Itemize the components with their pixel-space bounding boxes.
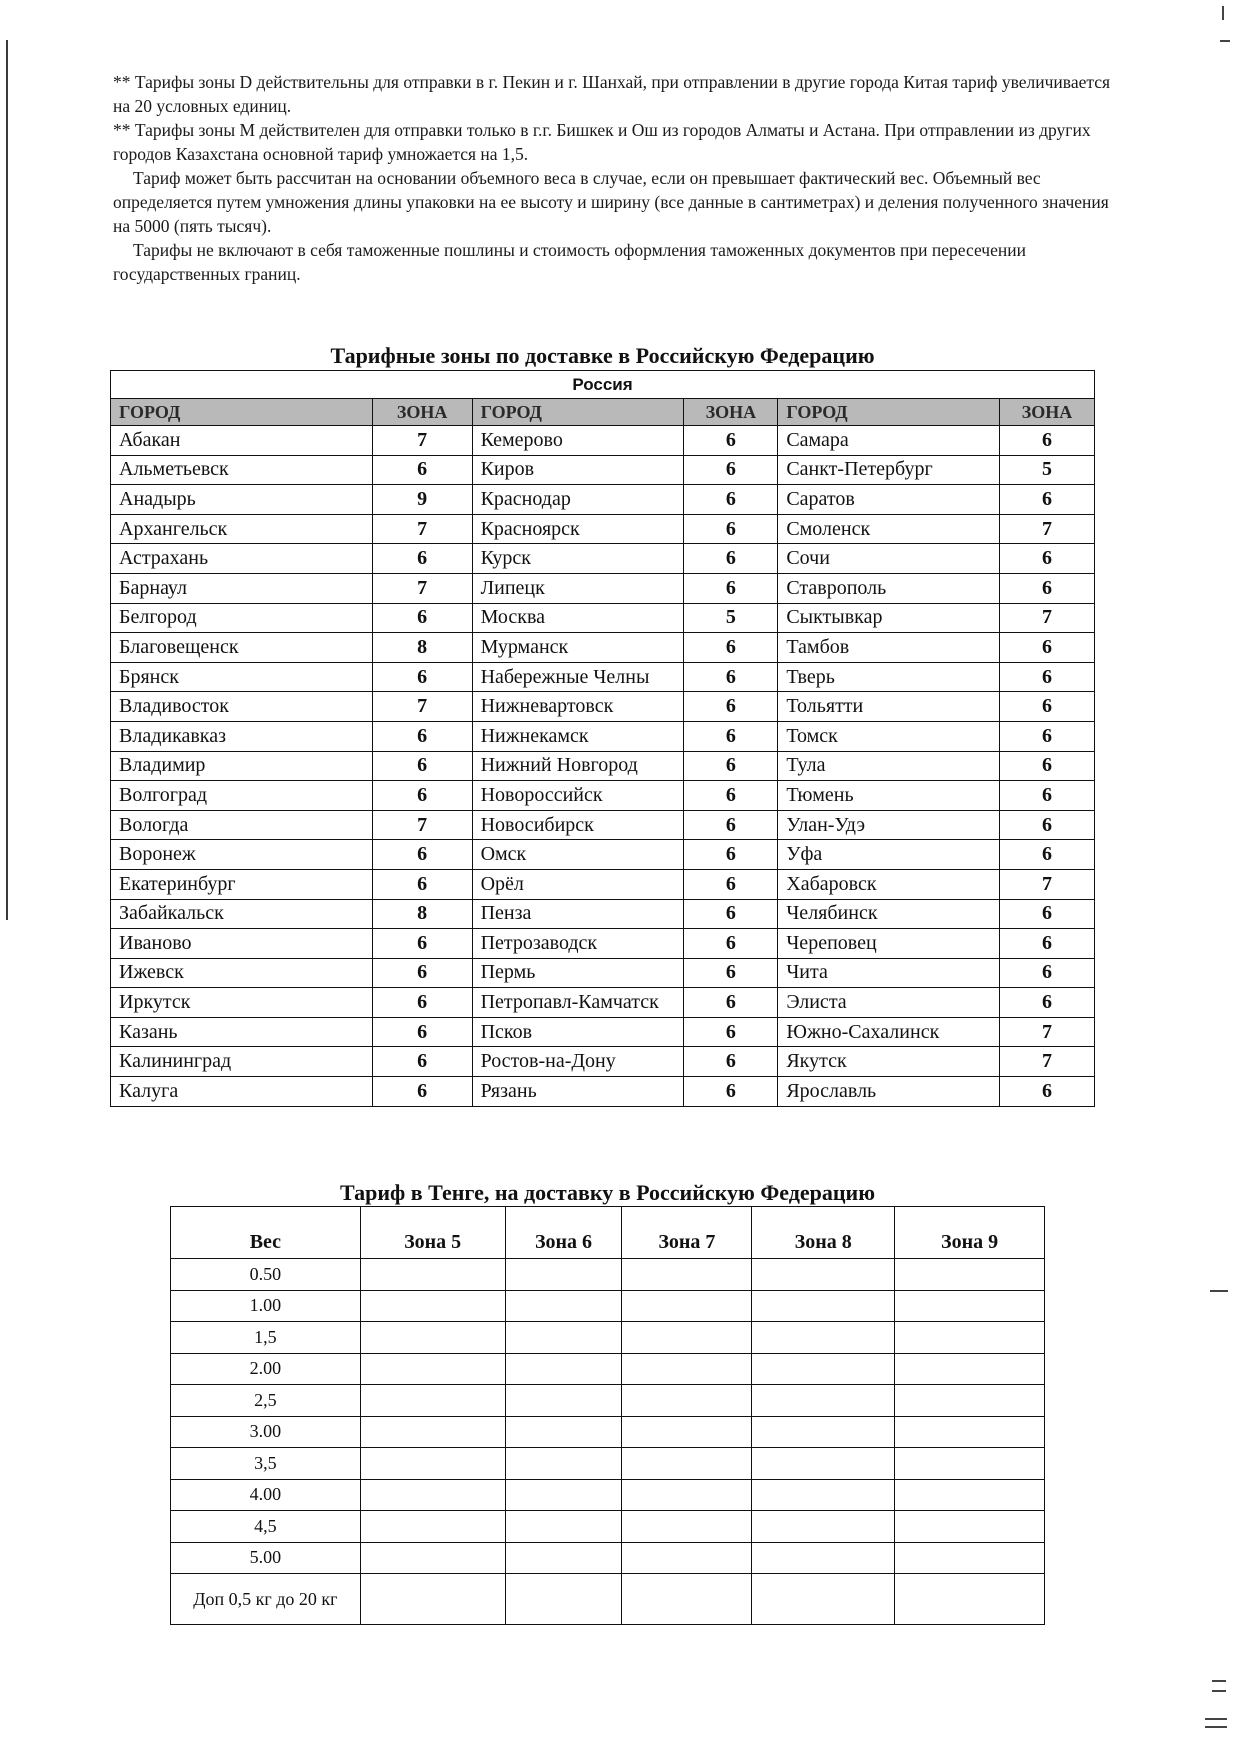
city-cell: Санкт-Петербург — [778, 455, 1000, 485]
table-row — [111, 929, 1095, 959]
table-row — [171, 1322, 1045, 1354]
city-cell: Волгоград — [111, 781, 373, 811]
weight-cell: 3,5 — [171, 1448, 361, 1480]
price-cell — [895, 1574, 1045, 1625]
city-cell: Казань — [111, 1017, 373, 1047]
table-row — [111, 869, 1095, 899]
city-cell: Красноярск — [472, 514, 684, 544]
zone-cell: 6 — [1000, 1077, 1095, 1107]
city-cell: Челябинск — [778, 899, 1000, 929]
weight-cell: 3.00 — [171, 1416, 361, 1448]
table-row — [171, 1385, 1045, 1417]
price-cell — [622, 1353, 752, 1385]
price-cell — [622, 1322, 752, 1354]
note-zone-m: ** Тарифы зоны M действителен для отправки только в г.г. Бишкек и Ош из городов Алматы и Астана. При отправлении из других городов Казахстана основной тариф умножается на 1,5. — [113, 120, 1091, 164]
weight-cell: 1.00 — [171, 1290, 361, 1322]
zone-cell: 6 — [684, 1077, 778, 1107]
zone-cell: 7 — [1000, 1047, 1095, 1077]
zone-cell: 6 — [1000, 485, 1095, 515]
zone-cell: 6 — [1000, 573, 1095, 603]
zone-cell: 7 — [1000, 603, 1095, 633]
table-row — [111, 514, 1095, 544]
zone-header: Зона 9 — [895, 1207, 1045, 1259]
weight-cell: 4.00 — [171, 1479, 361, 1511]
price-cell — [505, 1511, 622, 1543]
city-cell: Элиста — [778, 988, 1000, 1018]
zone-cell: 6 — [1000, 810, 1095, 840]
zone-cell: 8 — [372, 899, 472, 929]
zone-cell: 6 — [372, 869, 472, 899]
table-row — [111, 633, 1095, 663]
zone-cell: 6 — [684, 692, 778, 722]
city-cell: Кемерово — [472, 426, 684, 456]
price-cell — [505, 1574, 622, 1625]
city-cell: Пенза — [472, 899, 684, 929]
table-row — [171, 1259, 1045, 1291]
price-cell — [360, 1322, 505, 1354]
city-cell: Мурманск — [472, 633, 684, 663]
zone-cell: 6 — [684, 869, 778, 899]
table-row — [111, 899, 1095, 929]
city-cell: Новосибирск — [472, 810, 684, 840]
zone-cell: 6 — [684, 633, 778, 663]
col-city-header: ГОРОД — [111, 399, 373, 426]
city-cell: Абакан — [111, 426, 373, 456]
price-cell — [622, 1479, 752, 1511]
table-row — [111, 603, 1095, 633]
zone-cell: 6 — [684, 662, 778, 692]
weight-cell: 5.00 — [171, 1542, 361, 1574]
zone-cell: 6 — [684, 485, 778, 515]
tariff-table-title: Тариф в Тенге, на доставку в Российскую Федерацию — [339, 1180, 876, 1205]
zone-cell: 6 — [372, 1077, 472, 1107]
table-row — [171, 1448, 1045, 1480]
table-row — [111, 455, 1095, 485]
price-cell — [360, 1290, 505, 1322]
weight-header: Вес — [171, 1207, 361, 1259]
zone-cell: 6 — [372, 1017, 472, 1047]
table-row — [171, 1511, 1045, 1543]
city-cell: Томск — [778, 721, 1000, 751]
city-cell: Набережные Челны — [472, 662, 684, 692]
city-cell: Нижневартовск — [472, 692, 684, 722]
weight-cell: 0.50 — [171, 1259, 361, 1291]
tariff-notes — [113, 70, 1123, 286]
city-cell: Орёл — [472, 869, 684, 899]
price-cell — [505, 1416, 622, 1448]
city-cell: Анадырь — [111, 485, 373, 515]
city-cell: Киров — [472, 455, 684, 485]
zone-cell: 6 — [684, 751, 778, 781]
zones-table-title: Тарифные зоны по доставке в Российскую Федерацию — [330, 343, 875, 368]
price-cell — [622, 1259, 752, 1291]
price-cell — [360, 1259, 505, 1291]
city-cell: Иркутск — [111, 988, 373, 1018]
table-row — [111, 958, 1095, 988]
city-cell: Барнаул — [111, 573, 373, 603]
zone-cell: 6 — [684, 455, 778, 485]
zone-cell: 6 — [684, 426, 778, 456]
scan-edge-line — [6, 40, 8, 920]
city-cell: Альметьевск — [111, 455, 373, 485]
price-cell — [622, 1511, 752, 1543]
zone-cell: 6 — [372, 1047, 472, 1077]
price-cell — [895, 1353, 1045, 1385]
city-cell: Смоленск — [778, 514, 1000, 544]
zone-cell: 6 — [684, 899, 778, 929]
city-cell: Череповец — [778, 929, 1000, 959]
zone-cell: 6 — [372, 751, 472, 781]
city-cell: Хабаровск — [778, 869, 1000, 899]
price-cell — [360, 1385, 505, 1417]
zone-cell: 7 — [372, 692, 472, 722]
zone-cell: 6 — [684, 958, 778, 988]
city-cell: Владимир — [111, 751, 373, 781]
city-cell: Сочи — [778, 544, 1000, 574]
zone-cell: 6 — [372, 455, 472, 485]
price-cell — [622, 1416, 752, 1448]
table-row — [111, 662, 1095, 692]
zone-cell: 6 — [372, 544, 472, 574]
zone-cell: 6 — [1000, 958, 1095, 988]
price-cell — [505, 1259, 622, 1291]
zone-cell: 6 — [1000, 692, 1095, 722]
zone-cell: 7 — [372, 514, 472, 544]
city-cell: Улан-Удэ — [778, 810, 1000, 840]
price-cell — [752, 1542, 895, 1574]
city-cell: Владикавказ — [111, 721, 373, 751]
zone-cell: 6 — [372, 988, 472, 1018]
city-cell: Ижевск — [111, 958, 373, 988]
zone-cell: 6 — [1000, 988, 1095, 1018]
price-cell — [505, 1448, 622, 1480]
table-row — [111, 692, 1095, 722]
city-cell: Нижнекамск — [472, 721, 684, 751]
note-zone-d: ** Тарифы зоны D действительны для отправки в г. Пекин и г. Шанхай, при отправлении в другие города Китая тариф увеличивается на 20 условных единиц. — [113, 72, 1111, 116]
city-cell: Уфа — [778, 840, 1000, 870]
price-cell — [895, 1511, 1045, 1543]
col-zone-header: ЗОНА — [684, 399, 778, 426]
note-customs: Тарифы не включают в себя таможенные пошлины и стоимость оформления таможенных документов при пересечении государственных границ. — [113, 240, 1026, 284]
zone-cell: 7 — [372, 810, 472, 840]
price-cell — [360, 1448, 505, 1480]
zone-cell: 7 — [372, 426, 472, 456]
price-cell — [752, 1353, 895, 1385]
price-cell — [895, 1259, 1045, 1291]
zone-cell: 6 — [684, 929, 778, 959]
city-cell: Воронеж — [111, 840, 373, 870]
table-row — [111, 721, 1095, 751]
price-cell — [622, 1385, 752, 1417]
table-row — [111, 1017, 1095, 1047]
city-cell: Рязань — [472, 1077, 684, 1107]
price-cell — [360, 1511, 505, 1543]
zone-cell: 6 — [372, 929, 472, 959]
zone-cell: 7 — [1000, 514, 1095, 544]
zone-cell: 6 — [684, 810, 778, 840]
city-cell: Ростов-на-Дону — [472, 1047, 684, 1077]
price-cell — [895, 1448, 1045, 1480]
col-city-header: ГОРОД — [472, 399, 684, 426]
zone-header: Зона 7 — [622, 1207, 752, 1259]
zone-header: Зона 5 — [360, 1207, 505, 1259]
table-row — [111, 988, 1095, 1018]
city-cell: Тюмень — [778, 781, 1000, 811]
price-cell — [752, 1511, 895, 1543]
city-cell: Новороссийск — [472, 781, 684, 811]
zone-cell: 6 — [684, 988, 778, 1018]
city-cell: Иваново — [111, 929, 373, 959]
zone-cell: 6 — [1000, 840, 1095, 870]
price-cell — [505, 1479, 622, 1511]
price-cell — [895, 1479, 1045, 1511]
price-cell — [752, 1416, 895, 1448]
note-volume-weight: Тариф может быть рассчитан на основании объемного веса в случае, если он превышает фактический вес. Объемный вес определяется путем умножения длины упаковки на ее высоту и ширину (все данные в сантиметрах) и деления полученного значения на 5000 (пять тысяч). — [113, 168, 1109, 236]
city-cell: Псков — [472, 1017, 684, 1047]
table-row — [171, 1416, 1045, 1448]
table-row — [111, 1077, 1095, 1107]
zone-cell: 6 — [684, 1017, 778, 1047]
zone-cell: 6 — [1000, 751, 1095, 781]
zone-cell: 8 — [372, 633, 472, 663]
zone-cell: 6 — [684, 721, 778, 751]
table-row — [171, 1479, 1045, 1511]
table-row — [111, 751, 1095, 781]
city-cell: Тверь — [778, 662, 1000, 692]
zone-cell: 6 — [1000, 721, 1095, 751]
price-cell — [505, 1542, 622, 1574]
city-cell: Саратов — [778, 485, 1000, 515]
city-cell: Ставрополь — [778, 573, 1000, 603]
col-zone-header: ЗОНА — [372, 399, 472, 426]
zone-cell: 6 — [372, 958, 472, 988]
table-row — [171, 1574, 1045, 1625]
price-cell — [752, 1259, 895, 1291]
price-cell — [752, 1385, 895, 1417]
city-cell: Тамбов — [778, 633, 1000, 663]
zone-cell: 6 — [372, 840, 472, 870]
city-cell: Москва — [472, 603, 684, 633]
zone-header: Зона 6 — [505, 1207, 622, 1259]
price-cell — [505, 1385, 622, 1417]
city-cell: Владивосток — [111, 692, 373, 722]
zone-cell: 6 — [372, 781, 472, 811]
price-cell — [895, 1290, 1045, 1322]
price-cell — [360, 1542, 505, 1574]
price-cell — [895, 1542, 1045, 1574]
price-cell — [505, 1353, 622, 1385]
city-cell: Южно-Сахалинск — [778, 1017, 1000, 1047]
price-cell — [505, 1322, 622, 1354]
price-cell — [622, 1574, 752, 1625]
price-cell — [360, 1353, 505, 1385]
price-cell — [505, 1290, 622, 1322]
price-cell — [752, 1448, 895, 1480]
city-cell: Тольятти — [778, 692, 1000, 722]
price-cell — [752, 1290, 895, 1322]
zone-cell: 6 — [1000, 662, 1095, 692]
zone-cell: 6 — [1000, 929, 1095, 959]
zone-cell: 6 — [1000, 426, 1095, 456]
price-cell — [752, 1574, 895, 1625]
table-row — [111, 485, 1095, 515]
city-cell: Самара — [778, 426, 1000, 456]
table-row — [111, 544, 1095, 574]
zone-cell: 6 — [684, 514, 778, 544]
city-cell: Курск — [472, 544, 684, 574]
price-cell — [360, 1416, 505, 1448]
table-row — [171, 1290, 1045, 1322]
city-cell: Краснодар — [472, 485, 684, 515]
weight-cell: 2.00 — [171, 1353, 361, 1385]
zone-cell: 6 — [1000, 633, 1095, 663]
price-cell — [895, 1385, 1045, 1417]
city-cell: Калуга — [111, 1077, 373, 1107]
zone-cell: 6 — [684, 1047, 778, 1077]
price-cell — [622, 1290, 752, 1322]
city-cell: Петропавл-Камчатск — [472, 988, 684, 1018]
zone-cell: 6 — [684, 544, 778, 574]
price-cell — [360, 1479, 505, 1511]
region-header: Россия — [111, 371, 1095, 399]
zone-cell: 9 — [372, 485, 472, 515]
price-cell — [622, 1542, 752, 1574]
city-cell: Петрозаводск — [472, 929, 684, 959]
zone-cell: 7 — [372, 573, 472, 603]
table-row — [171, 1542, 1045, 1574]
city-cell: Белгород — [111, 603, 373, 633]
col-city-header: ГОРОД — [778, 399, 1000, 426]
zones-table — [110, 370, 1095, 1107]
price-cell — [360, 1574, 505, 1625]
table-row — [171, 1353, 1045, 1385]
city-cell: Архангельск — [111, 514, 373, 544]
city-cell: Сыктывкар — [778, 603, 1000, 633]
zone-cell: 6 — [372, 603, 472, 633]
city-cell: Благовещенск — [111, 633, 373, 663]
zone-cell: 5 — [684, 603, 778, 633]
price-cell — [752, 1322, 895, 1354]
weight-cell: 2,5 — [171, 1385, 361, 1417]
col-zone-header: ЗОНА — [1000, 399, 1095, 426]
city-cell: Екатеринбург — [111, 869, 373, 899]
zone-cell: 6 — [684, 840, 778, 870]
tariff-table — [170, 1206, 1045, 1625]
city-cell: Чита — [778, 958, 1000, 988]
table-row — [111, 781, 1095, 811]
city-cell: Якутск — [778, 1047, 1000, 1077]
table-row — [111, 573, 1095, 603]
table-row — [111, 840, 1095, 870]
price-cell — [622, 1448, 752, 1480]
table-row — [111, 810, 1095, 840]
zone-header: Зона 8 — [752, 1207, 895, 1259]
zone-cell: 7 — [1000, 869, 1095, 899]
zone-cell: 7 — [1000, 1017, 1095, 1047]
city-cell: Тула — [778, 751, 1000, 781]
zone-cell: 6 — [1000, 781, 1095, 811]
zone-cell: 6 — [372, 662, 472, 692]
weight-cell: 4,5 — [171, 1511, 361, 1543]
city-cell: Брянск — [111, 662, 373, 692]
city-cell: Забайкальск — [111, 899, 373, 929]
price-cell — [752, 1479, 895, 1511]
zone-cell: 6 — [684, 573, 778, 603]
city-cell: Вологда — [111, 810, 373, 840]
city-cell: Астрахань — [111, 544, 373, 574]
weight-cell: 1,5 — [171, 1322, 361, 1354]
zone-cell: 6 — [1000, 544, 1095, 574]
zone-cell: 6 — [1000, 899, 1095, 929]
table-row — [111, 1047, 1095, 1077]
zone-cell: 6 — [372, 721, 472, 751]
price-cell — [895, 1322, 1045, 1354]
city-cell: Омск — [472, 840, 684, 870]
city-cell: Нижний Новгород — [472, 751, 684, 781]
city-cell: Липецк — [472, 573, 684, 603]
weight-cell: Доп 0,5 кг до 20 кг — [171, 1574, 361, 1625]
price-cell — [895, 1416, 1045, 1448]
zone-cell: 6 — [684, 781, 778, 811]
zone-cell: 5 — [1000, 455, 1095, 485]
city-cell: Пермь — [472, 958, 684, 988]
table-row — [111, 426, 1095, 456]
city-cell: Калининград — [111, 1047, 373, 1077]
city-cell: Ярославль — [778, 1077, 1000, 1107]
